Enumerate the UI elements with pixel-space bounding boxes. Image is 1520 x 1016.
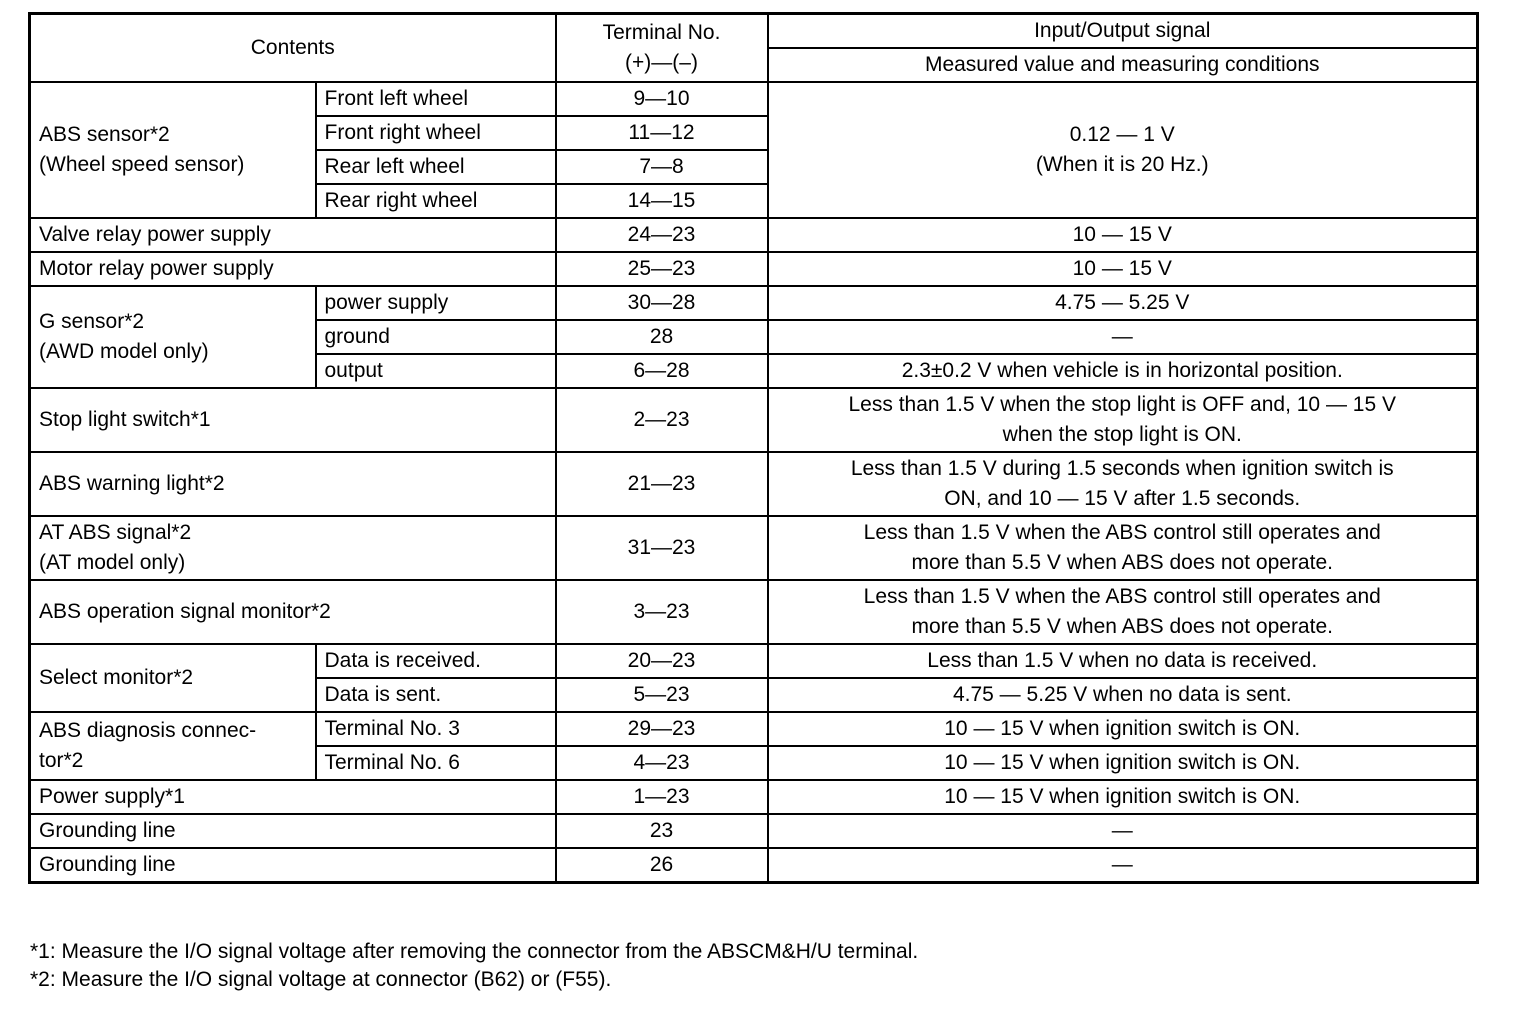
contents-cell: Grounding line xyxy=(30,848,556,883)
abs-diag-label-line1: ABS diagnosis connec- xyxy=(39,719,257,742)
terminal-cell: 24—23 xyxy=(556,218,768,252)
sub-label: ground xyxy=(316,320,556,354)
value-line: when the stop light is ON. xyxy=(1002,423,1242,446)
footnote: *1: Measure the I/O signal voltage after removing the connector from the ABSCM&H/U terminal. xyxy=(30,940,919,963)
terminal-cell: 2—23 xyxy=(556,388,768,452)
value-cell: 10 — 15 V xyxy=(768,252,1478,286)
contents-cell: Valve relay power supply xyxy=(30,218,556,252)
value-cell xyxy=(768,516,1478,580)
table-row xyxy=(30,712,1478,746)
terminal-cell: 5—23 xyxy=(556,678,768,712)
value-line: Less than 1.5 V during 1.5 seconds when ignition switch is xyxy=(850,457,1394,480)
value-cell: 10 — 15 V when ignition switch is ON. xyxy=(768,712,1478,746)
header-terminal-line2: (+)—(–) xyxy=(625,51,698,74)
terminal-cell: 1—23 xyxy=(556,780,768,814)
value-cell: — xyxy=(768,320,1478,354)
table-row xyxy=(30,516,1478,580)
table-row xyxy=(30,580,1478,644)
sub-label: Data is sent. xyxy=(316,678,556,712)
value-line: more than 5.5 V when ABS does not operate. xyxy=(911,551,1333,574)
g-sensor-label-line1: G sensor*2 xyxy=(39,310,145,333)
value-cell: — xyxy=(768,814,1478,848)
contents-cell: Motor relay power supply xyxy=(30,252,556,286)
header-contents: Contents xyxy=(30,14,556,83)
io-signal-table xyxy=(28,12,1479,884)
abs-sensor-value xyxy=(768,82,1478,218)
value-cell: — xyxy=(768,848,1478,883)
value-line: more than 5.5 V when ABS does not operate. xyxy=(911,615,1333,638)
terminal-cell: 25—23 xyxy=(556,252,768,286)
terminal-cell: 21—23 xyxy=(556,452,768,516)
contents-cell: ABS operation signal monitor*2 xyxy=(30,580,556,644)
footnote: *2: Measure the I/O signal voltage at connector (B62) or (F55). xyxy=(30,968,612,991)
terminal-cell: 29—23 xyxy=(556,712,768,746)
contents-cell: Power supply*1 xyxy=(30,780,556,814)
abs-diag-label xyxy=(30,712,316,780)
terminal-cell: 11—12 xyxy=(556,116,768,150)
g-sensor-label xyxy=(30,286,316,388)
value-cell xyxy=(768,452,1478,516)
sub-label: output xyxy=(316,354,556,388)
sub-label: power supply xyxy=(316,286,556,320)
sub-label: Front left wheel xyxy=(316,82,556,116)
value-line: Less than 1.5 V when the ABS control still operates and xyxy=(863,521,1381,544)
footnotes xyxy=(30,938,918,994)
value-cell: 4.75 — 5.25 V xyxy=(768,286,1478,320)
g-sensor-label-line2: (AWD model only) xyxy=(39,340,209,363)
value-cell: 10 — 15 V xyxy=(768,218,1478,252)
header-io-signal: Input/Output signal xyxy=(768,14,1478,49)
table-row xyxy=(30,218,1478,252)
sub-label: Data is received. xyxy=(316,644,556,678)
table-row xyxy=(30,780,1478,814)
sub-label: Terminal No. 6 xyxy=(316,746,556,780)
table-row xyxy=(30,286,1478,320)
value-cell: 10 — 15 V when ignition switch is ON. xyxy=(768,780,1478,814)
header-terminal xyxy=(556,14,768,83)
table-row xyxy=(30,814,1478,848)
abs-diag-label-line2: tor*2 xyxy=(39,749,84,772)
contents-cell: Grounding line xyxy=(30,814,556,848)
sub-label: Terminal No. 3 xyxy=(316,712,556,746)
terminal-cell: 23 xyxy=(556,814,768,848)
terminal-cell: 4—23 xyxy=(556,746,768,780)
header-measured-value: Measured value and measuring conditions xyxy=(768,48,1478,82)
abs-sensor-value-line1: 0.12 — 1 V xyxy=(1069,123,1175,146)
sub-label: Rear right wheel xyxy=(316,184,556,218)
terminal-cell: 20—23 xyxy=(556,644,768,678)
contents-line: (AT model only) xyxy=(39,551,186,574)
value-cell: 4.75 — 5.25 V when no data is sent. xyxy=(768,678,1478,712)
sub-label: Rear left wheel xyxy=(316,150,556,184)
header-terminal-line1: Terminal No. xyxy=(602,21,721,44)
signal-table-container xyxy=(28,12,1476,884)
sub-label: Front right wheel xyxy=(316,116,556,150)
abs-sensor-label xyxy=(30,82,316,218)
contents-cell: ABS warning light*2 xyxy=(30,452,556,516)
terminal-cell: 28 xyxy=(556,320,768,354)
value-cell xyxy=(768,388,1478,452)
terminal-cell: 7—8 xyxy=(556,150,768,184)
value-line: ON, and 10 — 15 V after 1.5 seconds. xyxy=(944,487,1301,510)
terminal-cell: 31—23 xyxy=(556,516,768,580)
contents-line: AT ABS signal*2 xyxy=(39,521,192,544)
abs-sensor-label-line2: (Wheel speed sensor) xyxy=(39,153,245,176)
table-row xyxy=(30,644,1478,678)
table-row xyxy=(30,252,1478,286)
value-cell: 2.3±0.2 V when vehicle is in horizontal position. xyxy=(768,354,1478,388)
terminal-cell: 6—28 xyxy=(556,354,768,388)
value-cell xyxy=(768,580,1478,644)
terminal-cell: 26 xyxy=(556,848,768,883)
abs-sensor-value-line2: (When it is 20 Hz.) xyxy=(1035,153,1209,176)
table-row xyxy=(30,452,1478,516)
table-row xyxy=(30,388,1478,452)
header-row xyxy=(30,14,1478,49)
table-row xyxy=(30,848,1478,883)
contents-cell: Stop light switch*1 xyxy=(30,388,556,452)
table-row xyxy=(30,82,1478,116)
terminal-cell: 3—23 xyxy=(556,580,768,644)
terminal-cell: 30—28 xyxy=(556,286,768,320)
value-line: Less than 1.5 V when the stop light is OFF and, 10 — 15 V xyxy=(848,393,1396,416)
select-monitor-label: Select monitor*2 xyxy=(30,644,316,712)
terminal-cell: 14—15 xyxy=(556,184,768,218)
value-cell: 10 — 15 V when ignition switch is ON. xyxy=(768,746,1478,780)
terminal-cell: 9—10 xyxy=(556,82,768,116)
value-cell: Less than 1.5 V when no data is received. xyxy=(768,644,1478,678)
contents-cell xyxy=(30,516,556,580)
abs-sensor-label-line1: ABS sensor*2 xyxy=(39,123,170,146)
value-line: Less than 1.5 V when the ABS control still operates and xyxy=(863,585,1381,608)
